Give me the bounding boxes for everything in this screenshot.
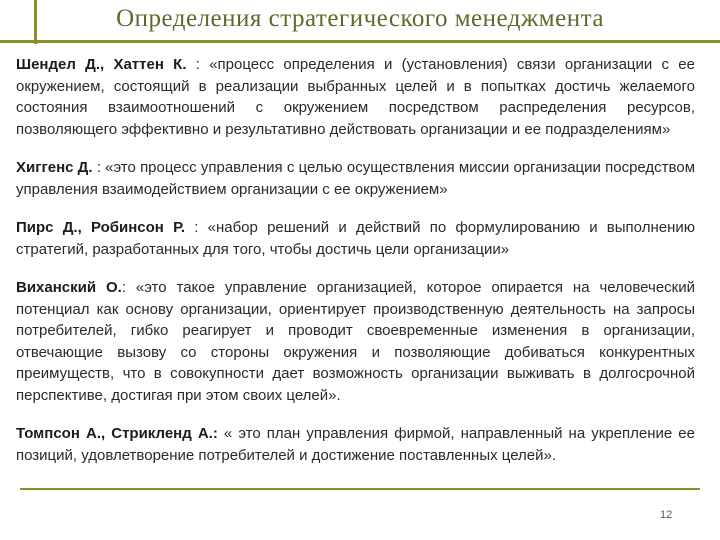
definition-author: Пирс Д., Робинсон Р. xyxy=(16,219,186,236)
definition-item xyxy=(16,54,695,140)
definition-text: : «набор решений и действий по формулированию и выполнению стратегий, разработанных для того, чтобы достичь цели организации» xyxy=(16,219,695,258)
page-number: 12 xyxy=(660,509,673,521)
definition-text: : «процесс определения и (установления) связи организации с ее окружением, состоящий в реализации выбранных целей и в попытках достичь желаемого состояния взаимоотношений с окружением посредством распределения ресурсов, позволяющего эффективно и результативно действовать организации и ее подразделениям» xyxy=(16,56,695,138)
footer-rule xyxy=(20,488,700,490)
title-underline-rule xyxy=(0,40,720,43)
definition-item xyxy=(16,423,695,466)
definition-item xyxy=(16,157,695,200)
definitions-list xyxy=(16,54,695,466)
definition-text: « это план управления фирмой, направленный на укрепление ее позиций, удовлетворение потребителей и достижение поставленных целей». xyxy=(16,425,695,464)
definition-author: Виханский О. xyxy=(16,279,122,296)
definition-item xyxy=(16,217,695,260)
definition-item xyxy=(16,277,695,406)
definition-text: : «это процесс управления с целью осуществления миссии организации посредством управления взаимодействием организации с ее окружением» xyxy=(16,159,696,198)
definition-author: Хиггенс Д. xyxy=(16,159,93,176)
definition-author: Шендел Д., Хаттен К. xyxy=(16,56,187,73)
definition-author: Томпсон А., Стрикленд А.: xyxy=(16,425,218,442)
definition-text: : «это такое управление организацией, которое опирается на человеческий потенциал как основу организации, ориентирует производственную деятельность на запросы потребителей, гибко реагирует и проводит своевременные изменения в организации, отвечающие вызову со стороны окружения и позволяющие добиваться конкурентных преимуществ, что в совокупности дает возможность организации выживать в долгосрочной перспективе, достигая при этом своих целей». xyxy=(16,279,695,404)
slide-title: Определения стратегического менеджмента xyxy=(116,5,604,32)
